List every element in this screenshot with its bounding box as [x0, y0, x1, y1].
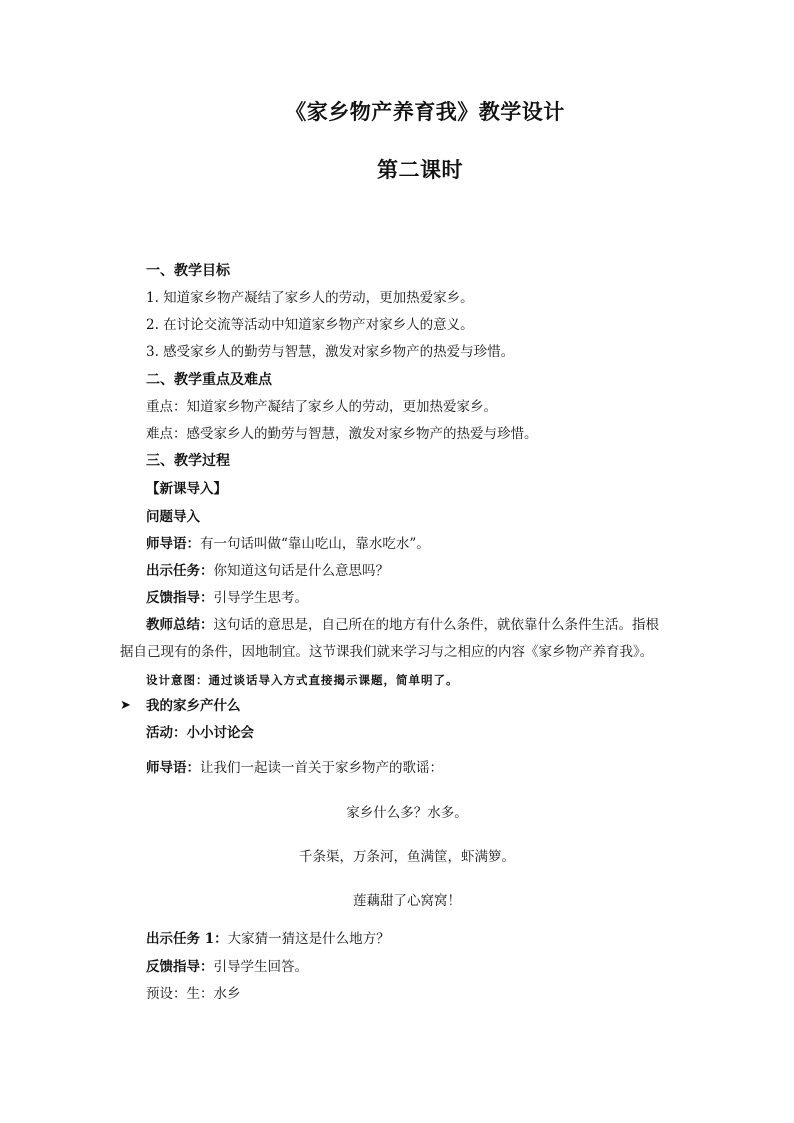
feedback-text: 引导学生思考。: [213, 590, 308, 606]
objective-item-2: 2. 在讨论交流等活动中知道家乡物产对家乡人的意义。: [146, 317, 474, 333]
difficult-point: 难点：感受家乡人的勤劳与智慧，激发对家乡物产的热爱与珍惜。: [146, 426, 538, 442]
key-point: 重点：知道家乡物产凝结了家乡人的劳动，更加热爱家乡。: [146, 399, 497, 415]
design-intent-note: 设计意图：通过谈话导入方式直接揭示课题，简单明了。: [146, 673, 459, 687]
feedback-line: [146, 588, 308, 608]
section-heading-process: 三、教学过程: [146, 453, 230, 469]
poem-line-3: 莲藕甜了心窝窝！: [353, 893, 461, 909]
feedback2-text: 引导学生回答。: [213, 959, 308, 975]
document-title: 《家乡物产养育我》教学设计: [285, 99, 565, 124]
teacher-lead-2-text: 让我们一起读一首关于家乡物产的歌谣：: [200, 760, 443, 776]
bullet-arrow-icon: ➤: [120, 698, 131, 713]
section-heading-objectives: 一、教学目标: [146, 263, 230, 279]
section-heading-keypoints: 二、教学重点及难点: [146, 372, 272, 388]
task-line: [146, 561, 389, 581]
task-text: 你知道这句话是什么意思吗？: [213, 563, 389, 579]
summary-label: 教师总结：: [146, 617, 214, 633]
subsection-heading: 我的家乡产什么: [146, 698, 241, 714]
objective-item-3: 3. 感受家乡人的勤劳与智慧，激发对家乡物产的热爱与珍惜。: [146, 344, 515, 360]
objective-item-1: 1. 知道家乡物产凝结了家乡人的劳动，更加热爱家乡。: [146, 290, 474, 306]
poem-line-2: 千条渠，万条河，鱼满筐，虾满箩。: [299, 849, 515, 865]
summary-line-1: [146, 615, 659, 635]
poem-line-1: 家乡什么多？水多。: [346, 805, 468, 821]
intro-type: 问题导入: [146, 509, 200, 525]
activity-title: 活动：小小讨论会: [146, 725, 254, 741]
summary-text-1: 这句话的意思是，自己所在的地方有什么条件，就依靠什么条件生活。指根: [213, 617, 659, 633]
teacher-lead-label: 师导语：: [146, 536, 200, 552]
intro-tag: 【新课导入】: [146, 481, 227, 497]
task1-text: 大家猜一猜这是什么地方？: [227, 931, 390, 947]
teacher-lead-text: 有一句话叫做“靠山吃山，靠水吃水”。: [200, 536, 430, 552]
document-subtitle: 第二课时: [377, 157, 463, 182]
feedback2-line: [146, 957, 308, 977]
teacher-lead-2: [146, 758, 443, 778]
task1-label: 出示任务 1：: [146, 931, 228, 947]
preset-answer: 预设：生：水乡: [146, 986, 241, 1002]
teacher-lead-2-label: 师导语：: [146, 760, 200, 776]
task1-line: [146, 929, 390, 949]
teacher-lead-1: [146, 534, 430, 554]
feedback2-label: 反馈指导：: [146, 959, 214, 975]
summary-line-2: 据自己现有的条件，因地制宜。这节课我们就来学习与之相应的内容《家乡物产养育我》。: [120, 644, 654, 660]
task-label: 出示任务：: [146, 563, 214, 579]
feedback-label: 反馈指导：: [146, 590, 214, 606]
